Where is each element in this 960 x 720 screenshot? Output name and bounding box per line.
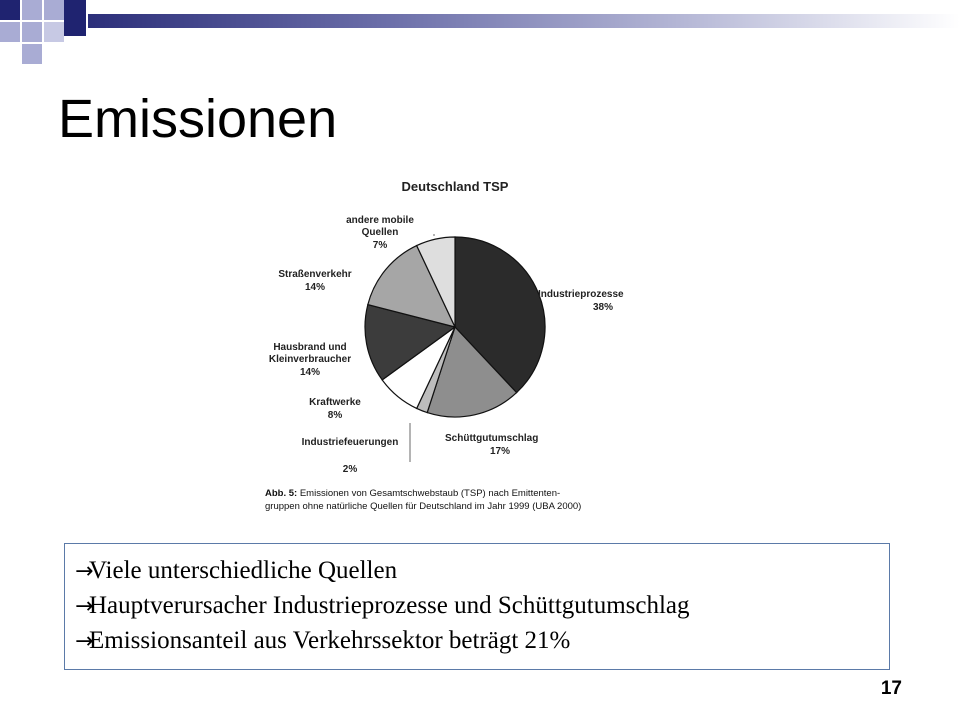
pie-value-label: 7% <box>372 240 388 251</box>
corner-square-light-6 <box>22 44 42 64</box>
pie-value-label: 8% <box>327 410 343 421</box>
corner-square-dark-1 <box>0 0 20 20</box>
bullet-item-3 <box>75 624 889 659</box>
corner-square-light-1 <box>22 0 42 20</box>
pie-chart-figure <box>255 175 665 520</box>
page-number: 17 <box>880 678 902 699</box>
bullet-text-2: Hauptverursacher Industrieprozesse und Schüttgutumschlag <box>89 592 690 619</box>
pie-value-label: 14% <box>304 282 326 293</box>
arrow-icon: → <box>75 594 94 619</box>
pie-label-industriefeuerungen: Industriefeuerungen 2% <box>301 437 399 475</box>
pie-value-label: 14% <box>299 367 321 378</box>
pie-value-label: 2% <box>342 464 358 475</box>
title-bar-gradient <box>88 14 960 28</box>
chart-caption-line1 <box>265 488 560 499</box>
bullet-item-2 <box>75 589 889 624</box>
pie-value-label: 38% <box>593 302 614 313</box>
pie-label-industrieprozesse: Industrieprozesse 38% <box>538 289 624 313</box>
bullet-item-1 <box>75 554 889 589</box>
pie-value-label: 17% <box>490 446 511 457</box>
chart-caption-bold: Abb. 5: <box>265 488 298 499</box>
pie-slices <box>365 237 545 417</box>
corner-square-white <box>0 44 20 64</box>
slide-title: Emissionen <box>58 89 338 149</box>
arrow-icon: → <box>75 559 94 584</box>
chart-title: Deutschland TSP <box>401 179 509 194</box>
corner-square-dark-2 <box>64 0 86 36</box>
corner-square-light-4 <box>22 22 42 42</box>
corner-square-light-3 <box>0 22 20 42</box>
pie-label-hausbrand-und-kleinverbraucher: Hausbrand und Kleinverbraucher 14% <box>268 342 352 378</box>
pie-chart <box>255 175 665 520</box>
pie-label-kraftwerke: Kraftwerke 8% <box>309 397 361 421</box>
chart-caption-text: Emissionen von Gesamtschwebstaub (TSP) nach Emittenten- <box>297 488 561 499</box>
bullet-box <box>64 543 890 670</box>
pie-label-schuettgutumschlag: Schüttgutumschlag 17% <box>445 433 539 457</box>
chart-caption-line2: gruppen ohne natürliche Quellen für Deutschland im Jahr 1999 (UBA 2000) <box>265 501 582 512</box>
bullet-text-3: Emissionsanteil aus Verkehrssektor beträgt 21% <box>89 627 571 654</box>
bullet-text-1: Viele unterschiedliche Quellen <box>89 557 398 584</box>
pie-label-strassenverkehr: Straßenverkehr 14% <box>278 269 352 293</box>
pie-label-andere-mobile-quellen: andere mobile Quellen 7% <box>346 215 414 251</box>
corner-square-light-5 <box>44 22 64 42</box>
corner-square-light-2 <box>44 0 64 20</box>
arrow-icon: → <box>75 629 94 654</box>
